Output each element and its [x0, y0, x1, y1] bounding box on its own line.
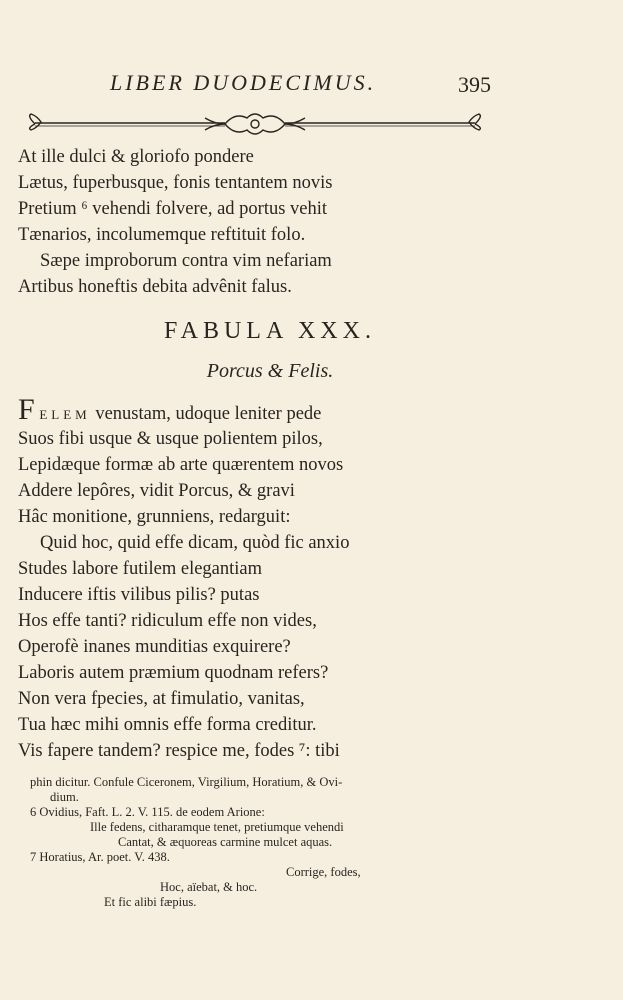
verse-line: Studes labore futilem elegantiam [18, 559, 263, 579]
first-line-rest: venustam, udoque leniter pede [90, 404, 322, 424]
drop-cap: F [18, 393, 35, 426]
small-caps-word: ELEM [39, 407, 91, 422]
footnote-line: 7 Horatius, Ar. poet. V. 438. [30, 850, 170, 864]
footnote-line: 6 Ovidius, Faft. L. 2. V. 115. de eodem Arione: [30, 805, 265, 819]
verse-line: Artibus honeftis debita advênit falus. [18, 277, 292, 297]
verse-line: Tua hæc mihi omnis effe forma creditur. [18, 715, 317, 735]
running-title: LIBER DUODECIMUS. [110, 70, 377, 95]
verse-line: Hos effe tanti? ridiculum effe non vides, [18, 611, 317, 631]
decorative-rule-ornament-icon [25, 108, 485, 138]
verse-line: Operofè inanes munditias exquirere? [18, 637, 291, 657]
verse-line: Suos fibi usque & usque polientem pilos, [18, 429, 323, 449]
running-head [0, 70, 623, 100]
preceding-verse [18, 144, 332, 300]
verse-line: Lætus, fuperbusque, fonis tentantem novis [18, 173, 333, 193]
fable-subtitle: Porcus & Felis. [206, 360, 334, 382]
verse-line: Sæpe improborum contra vim nefariam [40, 251, 332, 271]
footnote-line: phin dicitur. Confule Ciceronem, Virgilium, Horatium, & Ovi- [30, 775, 343, 789]
fable-title: FABULA XXX. [164, 318, 376, 344]
verse-line: Quid hoc, quid effe dicam, quòd fic anxio [40, 533, 350, 553]
verse-line: Laboris autem præmium quodnam refers? [18, 663, 329, 683]
footnotes [30, 775, 510, 910]
footnote-line: Ille fedens, citharamque tenet, pretiumque vehendi [90, 820, 344, 834]
verse-line: At ille dulci & gloriofo pondere [18, 147, 254, 167]
verse-line: Addere lepôres, vidit Porcus, & gravi [18, 481, 295, 501]
footnote-line: Hoc, aïebat, & hoc. [160, 880, 258, 894]
page-number: 395 [458, 72, 491, 97]
footnote-line: Et fic alibi fæpius. [104, 895, 197, 909]
verse-line: Hâc monitione, grunniens, redarguit: [18, 507, 291, 527]
footnote-line: Corrige, fodes, [286, 865, 361, 879]
verse-line: Vis fapere tandem? respice me, fodes ⁷: tibi [18, 741, 340, 761]
fable-verse [18, 393, 350, 764]
footnote-line: Cantat, & æquoreas carmine mulcet aquas. [118, 835, 333, 849]
fable-first-line [18, 393, 349, 426]
verse-line: Pretium ⁶ vehendi folvere, ad portus vehit [18, 199, 328, 219]
verse-line: Non vera fpecies, at fimulatio, vanitas, [18, 689, 305, 709]
verse-line: Tænarios, incolumemque reftituit folo. [18, 225, 306, 245]
verse-line: Inducere iftis vilibus pilis? putas [18, 585, 260, 605]
verse-line: Lepidæque formæ ab arte quærentem novos [18, 455, 344, 475]
footnote-line: dium. [50, 790, 79, 804]
